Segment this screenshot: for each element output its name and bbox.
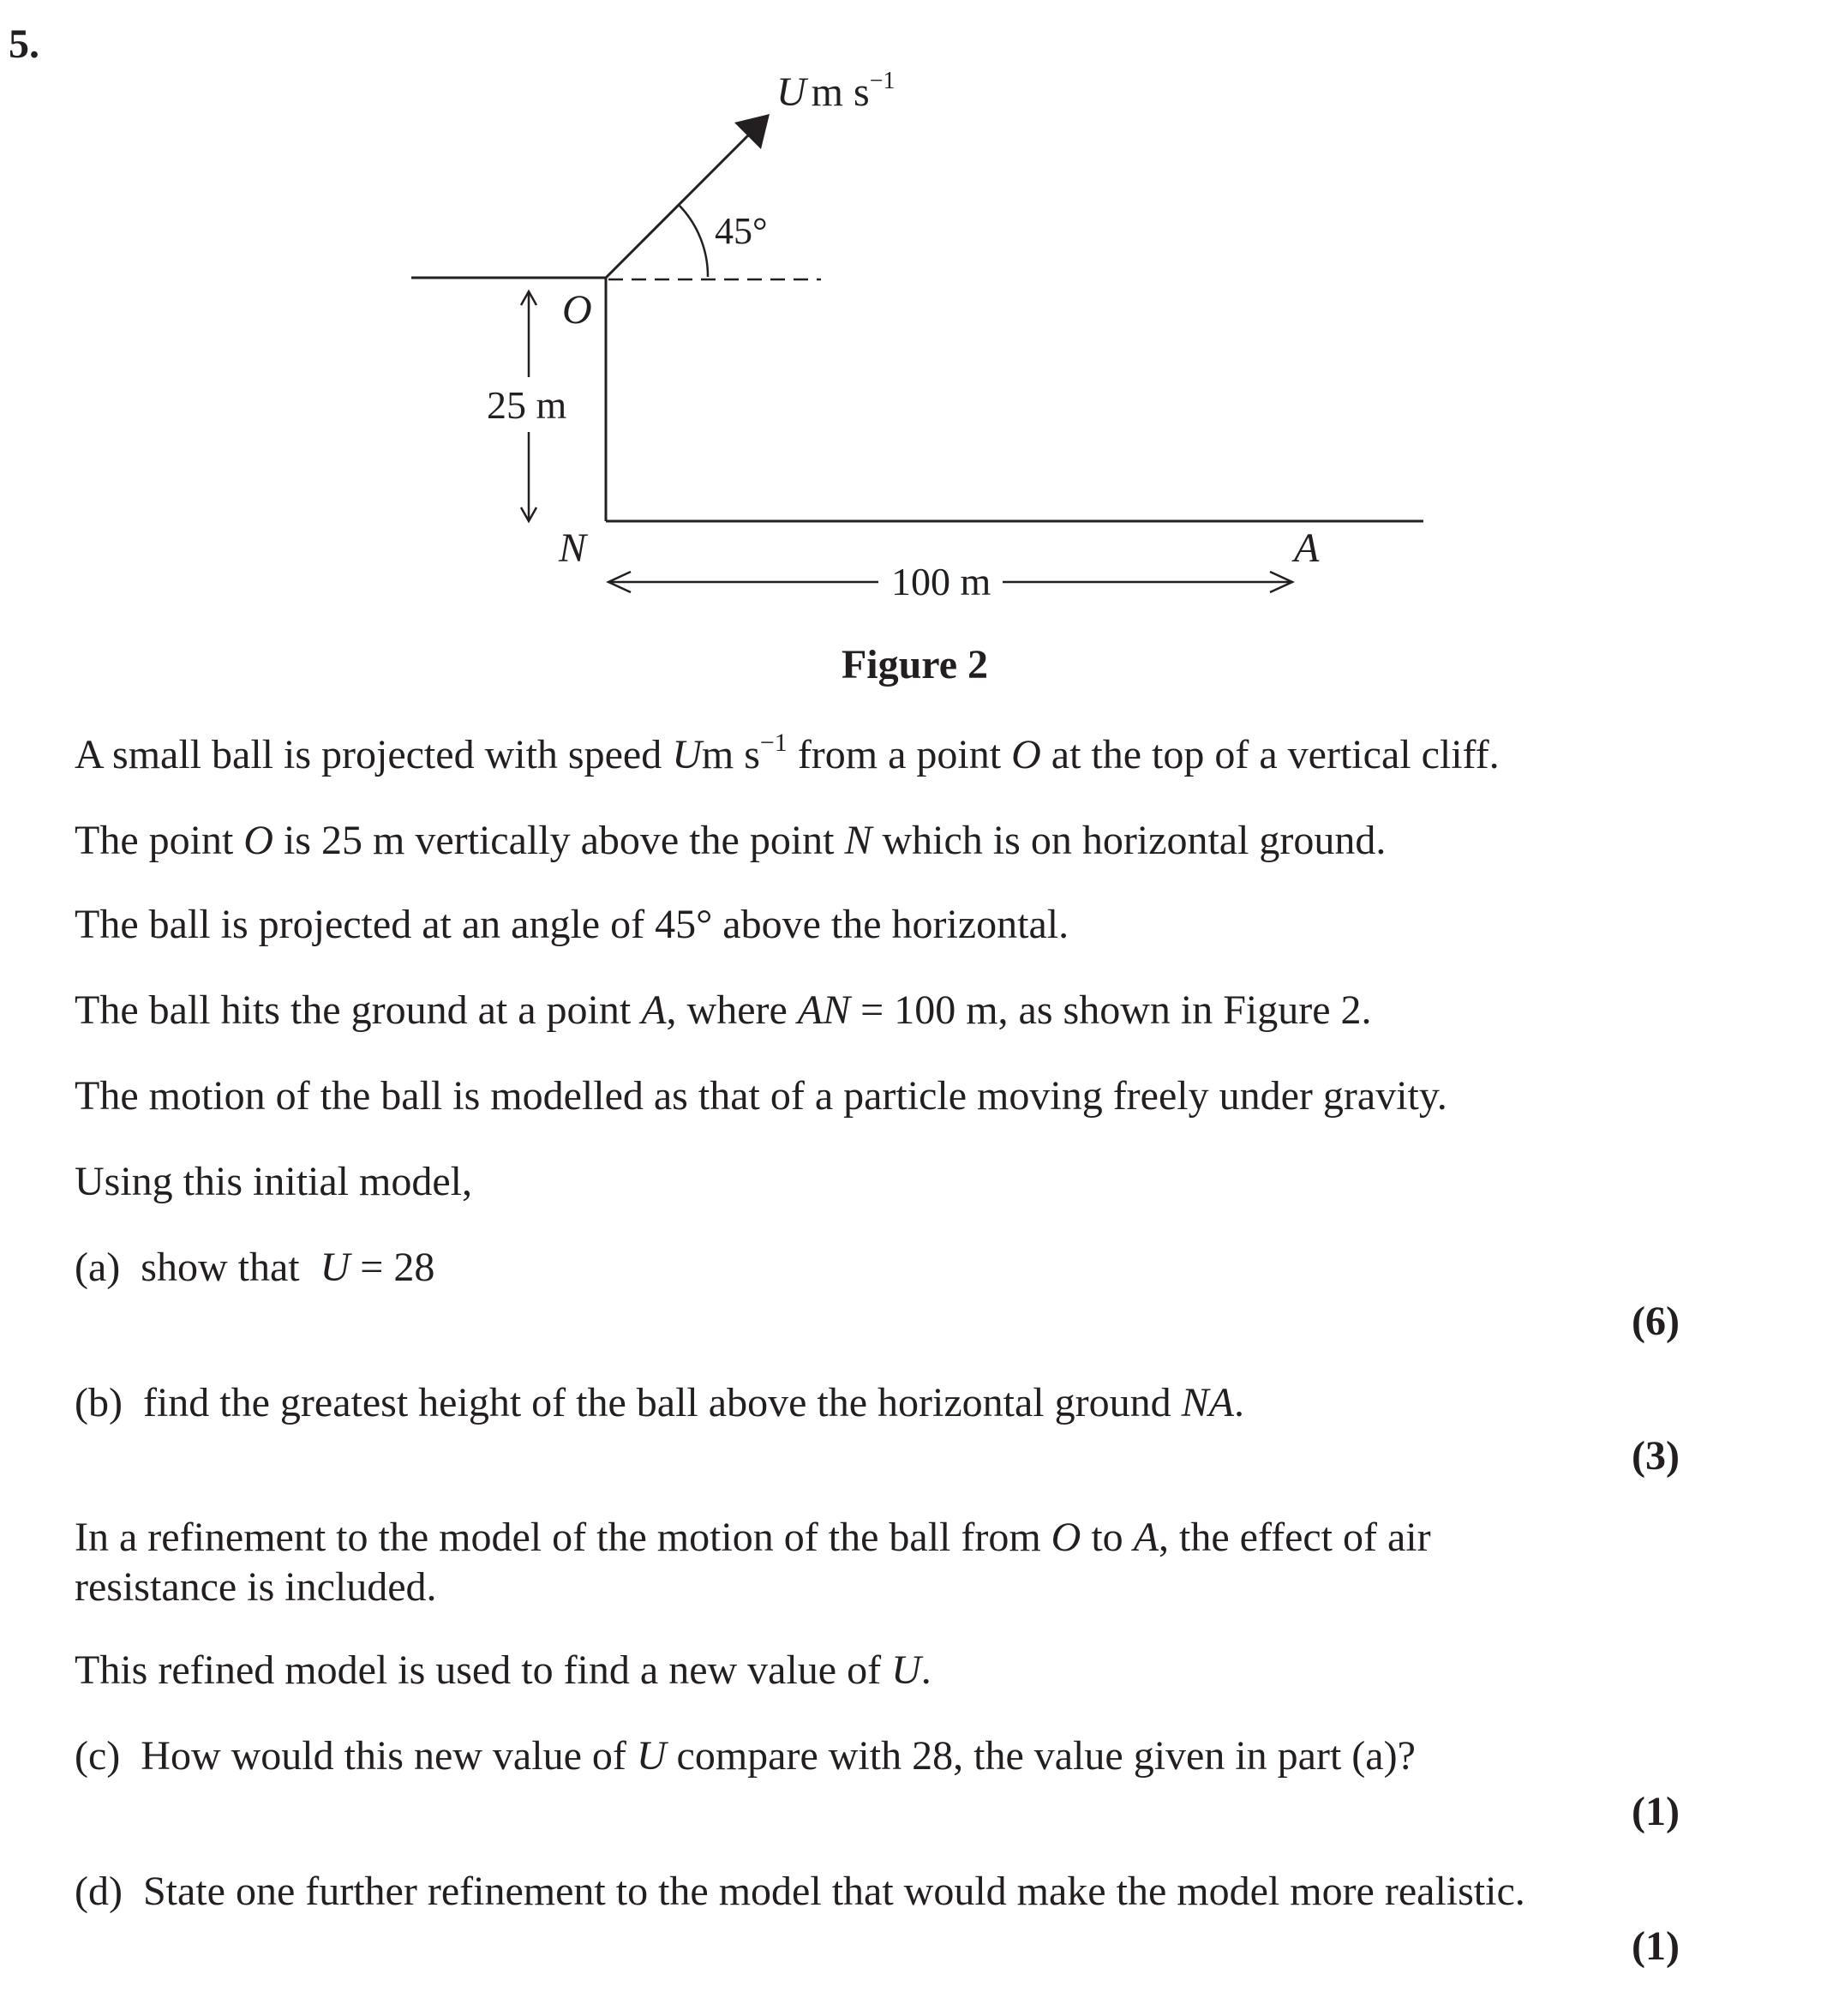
- part-d: (d) State one further refinement to the model that would make the model more realistic.: [75, 1869, 1525, 1914]
- velocity-arrow-shaft: [606, 135, 748, 278]
- marks-part-d: (1): [1632, 1923, 1680, 1969]
- point-a-label: A: [1294, 525, 1320, 571]
- point-n-label: N: [559, 525, 587, 571]
- marks-part-a: (6): [1632, 1299, 1680, 1344]
- part-a: (a) show that U = 28: [75, 1245, 435, 1290]
- text-line-2: The point O is 25 m vertically above the point N which is on horizontal ground.: [75, 818, 1387, 863]
- figure-caption: Figure 2: [841, 642, 989, 687]
- distance-label: 100 m: [891, 560, 991, 603]
- point-o-label: O: [562, 287, 592, 333]
- text-line-4: The ball hits the ground at a point A, where AN = 100 m, as shown in Figure 2.: [75, 987, 1372, 1033]
- part-b: (b) find the greatest height of the ball above the horizontal ground NA.: [75, 1380, 1244, 1425]
- question-number: 5.: [9, 21, 39, 67]
- text-line-3: The ball is projected at an angle of 45° above the horizontal.: [75, 902, 1069, 947]
- part-c: (c) How would this new value of U compare with 28, the value given in part (a)?: [75, 1733, 1416, 1779]
- text-line-1: A small ball is projected with speed Um $s^{-1}$ from a point O at the top of a vertical cliff.: [75, 729, 1500, 777]
- refinement-line-1: In a refinement to the model of the motion of the ball from O to A, the effect of air: [75, 1515, 1431, 1560]
- marks-part-b: (3): [1632, 1433, 1680, 1479]
- marks-part-c: (1): [1632, 1789, 1680, 1834]
- angle-arc: [680, 206, 708, 277]
- cliff-projectile-diagram: [0, 0, 1845, 651]
- text-line-5: The motion of the ball is modelled as that of a particle moving freely under gravity.: [75, 1073, 1447, 1119]
- velocity-label: U m $s^{-1}$: [776, 68, 896, 115]
- text-line-6: Using this initial model,: [75, 1159, 472, 1204]
- refinement-line-3: This refined model is used to find a new value of U.: [75, 1647, 931, 1693]
- height-label: 25 m: [487, 383, 567, 427]
- refinement-line-2: resistance is included.: [75, 1564, 437, 1610]
- angle-label: 45°: [715, 210, 768, 252]
